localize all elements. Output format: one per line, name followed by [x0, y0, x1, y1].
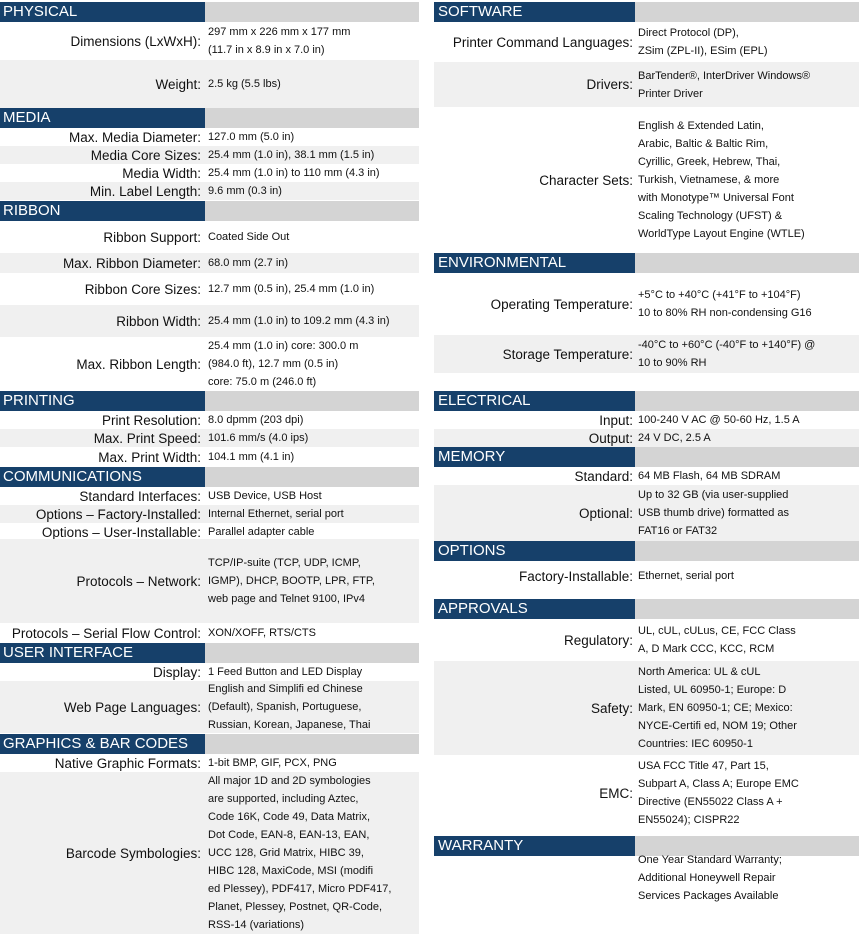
spec-value	[208, 447, 417, 467]
spec-value-line: Mark, EN 60950-1; CE; Mexico:	[638, 702, 793, 714]
spec-label: Dimensions (LxWxH):	[70, 33, 201, 49]
spec-row	[0, 221, 419, 253]
spec-value	[638, 273, 857, 335]
spec-value-line: 8.0 dpmm (203 dpi)	[208, 414, 304, 426]
section-header	[0, 2, 419, 22]
spec-value-line: All major 1D and 2D symbologies	[208, 775, 371, 787]
spec-value	[208, 623, 417, 643]
spec-value	[208, 663, 417, 681]
section-title: APPROVALS	[434, 599, 635, 619]
spec-row	[0, 146, 419, 164]
spec-label: Web Page Languages:	[63, 699, 201, 715]
spec-value-line: 1 Feed Button and LED Display	[208, 666, 363, 678]
spec-value-line: UCC 128, Grid Matrix, HIBC 39,	[208, 847, 364, 859]
spec-row	[0, 623, 419, 643]
spec-value-line: core: 75.0 m (246.0 ft)	[208, 376, 317, 388]
spec-value-line: Parallel adapter cable	[208, 526, 315, 538]
spec-value	[208, 164, 417, 182]
spec-value-line: ZSim (ZPL-II), ESim (EPL)	[638, 45, 768, 57]
spec-value-line: Subpart A, Class A; Europe EMC	[638, 778, 799, 790]
spec-value-line: 101.6 mm/s (4.0 ips)	[208, 432, 309, 444]
section-title: MEDIA	[0, 108, 205, 128]
spec-value-line: 1-bit BMP, GIF, PCX, PNG	[208, 757, 337, 769]
spec-row	[0, 539, 419, 623]
spec-row	[434, 755, 859, 831]
spec-value-line: Internal Ethernet, serial port	[208, 508, 344, 520]
spec-value	[638, 661, 857, 755]
spec-value	[208, 539, 417, 623]
section-title: ENVIRONMENTAL	[434, 253, 635, 273]
spec-value-line: ed Plessey), PDF417, Micro PDF417,	[208, 883, 392, 895]
spec-value-line: +5°C to +40°C (+41°F to +104°F)	[638, 289, 801, 301]
spec-value	[208, 337, 417, 391]
spec-value-line: Ethernet, serial port	[638, 570, 734, 582]
spec-row	[434, 62, 859, 107]
spec-value-line: UL, cUL, cULus, CE, FCC Class	[638, 625, 796, 637]
spec-label: Display:	[152, 664, 201, 680]
spec-label: Min. Label Length:	[89, 183, 201, 199]
spec-value-line: A, D Mark CCC, KCC, RCM	[638, 643, 775, 655]
spec-value-line: 9.6 mm (0.3 in)	[208, 185, 282, 197]
spec-value-line: (Default), Spanish, Portuguese,	[208, 701, 362, 713]
spec-label: Input:	[599, 412, 633, 428]
spec-label: Media Width:	[122, 165, 201, 181]
spec-value	[638, 467, 857, 485]
spec-label: Factory-Installable:	[518, 568, 633, 584]
spec-value-line: web page and Telnet 9100, IPv4	[208, 593, 365, 605]
spec-value-line: Cyrillic, Greek, Hebrew, Thai,	[638, 156, 781, 168]
spec-value-line: 127.0 mm (5.0 in)	[208, 131, 295, 143]
spec-value-line: Up to 32 GB (via user-supplied	[638, 489, 789, 501]
spec-value-line: Code 16K, Code 49, Data Matrix,	[208, 811, 371, 823]
spec-value	[208, 253, 417, 273]
spec-value-line: (984.0 ft), 12.7 mm (0.5 in)	[208, 358, 339, 370]
spec-value-line: XON/XOFF, RTS/CTS	[208, 627, 316, 639]
spec-row	[0, 337, 419, 391]
spec-value	[208, 60, 417, 108]
spec-value-line: HIBC 128, MaxiCode, MSI (modifi	[208, 865, 374, 877]
spec-row	[0, 487, 419, 505]
spec-row	[434, 107, 859, 253]
spec-value-line: North America: UL & cUL	[638, 666, 761, 678]
spec-label: Protocols – Serial Flow Control:	[11, 625, 201, 641]
spec-label: Media Core Sizes:	[90, 147, 201, 163]
spec-value-line: IGMP), DHCP, BOOTP, LPR, FTP,	[208, 575, 375, 587]
spec-value	[208, 128, 417, 146]
spec-label: Options – Factory-Installed:	[35, 506, 201, 522]
spec-value-line: NYCE-Certifi ed, NOM 19; Other	[638, 720, 797, 732]
spec-value-line: 25.4 mm (1.0 in), 38.1 mm (1.5 in)	[208, 149, 375, 161]
spec-value	[638, 335, 857, 373]
spec-row	[434, 429, 859, 447]
spec-value	[208, 772, 417, 934]
spec-label: Output:	[588, 430, 633, 446]
section-title: MEMORY	[434, 447, 635, 467]
spec-value-line: Arabic, Baltic & Baltic Rim,	[638, 138, 769, 150]
spec-value-line: BarTender®, InterDriver Windows®	[638, 69, 811, 82]
spec-value-line: FAT16 or FAT32	[638, 525, 718, 537]
spec-value	[208, 754, 417, 772]
section-title: RIBBON	[0, 201, 205, 221]
section-header	[0, 734, 419, 754]
spec-value	[638, 62, 857, 107]
spec-label: Character Sets:	[539, 172, 633, 188]
spec-label: Native Graphic Formats:	[54, 755, 201, 771]
spec-row	[0, 505, 419, 523]
spec-value	[638, 22, 857, 62]
spec-value-line: Printer Driver	[638, 87, 703, 100]
spec-value-line: USB thumb drive) formatted as	[638, 507, 790, 519]
spec-value	[638, 107, 857, 253]
spec-value	[638, 429, 857, 447]
spec-label: Ribbon Support:	[103, 229, 201, 245]
section-header	[434, 599, 859, 619]
spec-label: Ribbon Core Sizes:	[84, 281, 201, 297]
spec-value	[208, 305, 417, 337]
spec-row	[0, 182, 419, 200]
spec-value	[208, 221, 417, 253]
spec-row	[434, 467, 859, 485]
spec-value-line: 25.4 mm (1.0 in) to 110 mm (4.3 in)	[208, 167, 380, 179]
spec-label: Max. Ribbon Diameter:	[62, 255, 201, 271]
spec-value-line: RSS-14 (variations)	[208, 919, 304, 931]
spec-value-line: 24 V DC, 2.5 A	[638, 432, 711, 444]
spec-label: Standard Interfaces:	[79, 488, 201, 504]
spec-value-line: 2.5 kg (5.5 lbs)	[208, 78, 281, 90]
section-title: ELECTRICAL	[434, 391, 635, 411]
section-title: OPTIONS	[434, 541, 635, 561]
spec-row	[0, 253, 419, 273]
spec-row	[434, 273, 859, 335]
spec-value	[208, 22, 417, 60]
spec-row	[434, 22, 859, 62]
spec-value-line: with Monotype™ Universal Font	[638, 192, 794, 204]
spec-label: Max. Print Width:	[98, 449, 201, 465]
section-header	[434, 447, 859, 467]
spec-value-line: Directive (EN55022 Class A +	[638, 796, 783, 808]
spec-row	[0, 273, 419, 305]
spec-value-line: EN55024); CISPR22	[638, 814, 740, 826]
spec-value-line: Russian, Korean, Japanese, Thai	[208, 719, 371, 731]
spec-value-line: Listed, UL 60950-1; Europe: D	[638, 684, 787, 696]
spec-value-line: are supported, including Aztec,	[208, 793, 359, 805]
spec-value-line: One Year Standard Warranty;	[638, 854, 782, 866]
spec-label: Max. Print Speed:	[93, 430, 201, 446]
spec-row	[0, 663, 419, 681]
spec-value-line: 10 to 90% RH	[638, 357, 707, 369]
spec-row	[0, 60, 419, 108]
spec-value	[208, 429, 417, 447]
section-header	[0, 108, 419, 128]
spec-value	[208, 487, 417, 505]
spec-value	[208, 273, 417, 305]
section-title: COMMUNICATIONS	[0, 467, 205, 487]
spec-value-line: WorldType Layout Engine (WTLE)	[638, 228, 805, 240]
spec-value-line: Additional Honeywell Repair	[638, 872, 776, 884]
section-title: GRAPHICS & BAR CODES	[0, 734, 205, 754]
spec-value-line: 68.0 mm (2.7 in)	[208, 257, 289, 269]
spec-row	[434, 561, 859, 591]
spec-label: Print Resolution:	[101, 412, 201, 428]
section-header	[434, 541, 859, 561]
spec-value-line: 25.4 mm (1.0 in) core: 300.0 m	[208, 340, 359, 352]
spec-label: Standard:	[574, 468, 633, 484]
spec-value-line: 104.1 mm (4.1 in)	[208, 451, 295, 463]
spec-row	[0, 305, 419, 337]
spec-value	[208, 411, 417, 429]
spec-row	[0, 447, 419, 467]
spec-value-line: 25.4 mm (1.0 in) to 109.2 mm (4.3 in)	[208, 315, 390, 327]
spec-value	[638, 411, 857, 429]
section-header	[434, 253, 859, 273]
spec-value-line: (11.7 in x 8.9 in x 7.0 in)	[208, 44, 325, 56]
spec-label: Storage Temperature:	[502, 346, 633, 362]
spec-value	[638, 485, 857, 541]
spec-value	[208, 505, 417, 523]
spec-value-line: English and Simplifi ed Chinese	[208, 683, 363, 695]
spec-label: Options – User-Installable:	[41, 524, 201, 540]
spec-row	[0, 411, 419, 429]
spec-value	[638, 619, 857, 661]
section-header	[434, 391, 859, 411]
spec-value	[208, 182, 417, 200]
spec-label: Drivers:	[586, 77, 633, 92]
spec-label	[434, 856, 633, 900]
spec-label: Regulatory:	[563, 632, 633, 648]
spec-value-line: TCP/IP-suite (TCP, UDP, ICMP,	[208, 557, 361, 569]
spec-value-line: Dot Code, EAN-8, EAN-13, EAN,	[208, 829, 370, 841]
spec-value	[208, 146, 417, 164]
spec-value-line: Coated Side Out	[208, 231, 290, 243]
spec-value	[638, 561, 857, 591]
section-header	[434, 2, 859, 22]
spec-row	[434, 411, 859, 429]
spec-label: Weight:	[155, 76, 201, 92]
spec-value-line: 100-240 V AC @ 50-60 Hz, 1.5 A	[638, 414, 800, 426]
spec-row	[0, 22, 419, 60]
spec-value-line: 297 mm x 226 mm x 177 mm	[208, 26, 351, 38]
spec-row	[434, 335, 859, 373]
spec-value	[638, 755, 857, 831]
section-title: USER INTERFACE	[0, 643, 205, 663]
section-header	[0, 643, 419, 663]
spec-row	[0, 128, 419, 146]
spec-value-line: 12.7 mm (0.5 in), 25.4 mm (1.0 in)	[208, 283, 375, 295]
section-header	[0, 201, 419, 221]
spec-label: Printer Command Languages:	[452, 34, 633, 50]
spec-value-line: 10 to 80% RH non-condensing G16	[638, 307, 812, 319]
spec-row	[434, 485, 859, 541]
spec-label: Barcode Symbologies:	[65, 845, 201, 861]
spec-label: EMC:	[599, 785, 633, 801]
spec-row	[0, 429, 419, 447]
spec-value	[208, 681, 417, 733]
spec-row	[434, 619, 859, 661]
spec-value-line: Planet, Plessey, Postnet, QR-Code,	[208, 901, 383, 913]
spec-row	[0, 681, 419, 733]
spec-label: Optional:	[578, 505, 633, 521]
spec-row	[434, 661, 859, 755]
spec-value-line: Services Packages Available	[638, 890, 779, 902]
spec-value-line: Direct Protocol (DP),	[638, 27, 739, 39]
spec-value-line: -40°C to +60°C (-40°F to +140°F) @	[638, 339, 816, 351]
spec-value-line: USA FCC Title 47, Part 15,	[638, 760, 769, 772]
spec-label: Protocols – Network:	[76, 573, 201, 589]
section-title: PHYSICAL	[0, 2, 205, 22]
spec-label: Safety:	[590, 700, 633, 716]
section-title: PRINTING	[0, 391, 205, 411]
section-title: WARRANTY	[434, 836, 635, 856]
spec-row	[0, 772, 419, 934]
section-header	[0, 467, 419, 487]
spec-row	[0, 164, 419, 182]
spec-value-line: Scaling Technology (UFST) &	[638, 210, 783, 222]
spec-value-line: 64 MB Flash, 64 MB SDRAM	[638, 470, 781, 482]
spec-value-line: USB Device, USB Host	[208, 490, 322, 502]
spec-label: Max. Media Diameter:	[68, 129, 201, 145]
section-header	[0, 391, 419, 411]
spec-label: Operating Temperature:	[490, 296, 633, 312]
spec-value-line: English & Extended Latin,	[638, 120, 764, 132]
spec-value-line: Turkish, Vietnamese, & more	[638, 174, 780, 186]
spec-label: Ribbon Width:	[116, 313, 201, 329]
spec-label: Max. Ribbon Length:	[76, 356, 201, 372]
spec-row	[0, 754, 419, 772]
section-title: SOFTWARE	[434, 2, 635, 22]
spec-value-line: Countries: IEC 60950-1	[638, 738, 753, 750]
spec-row	[434, 856, 859, 900]
spec-value	[638, 856, 857, 900]
